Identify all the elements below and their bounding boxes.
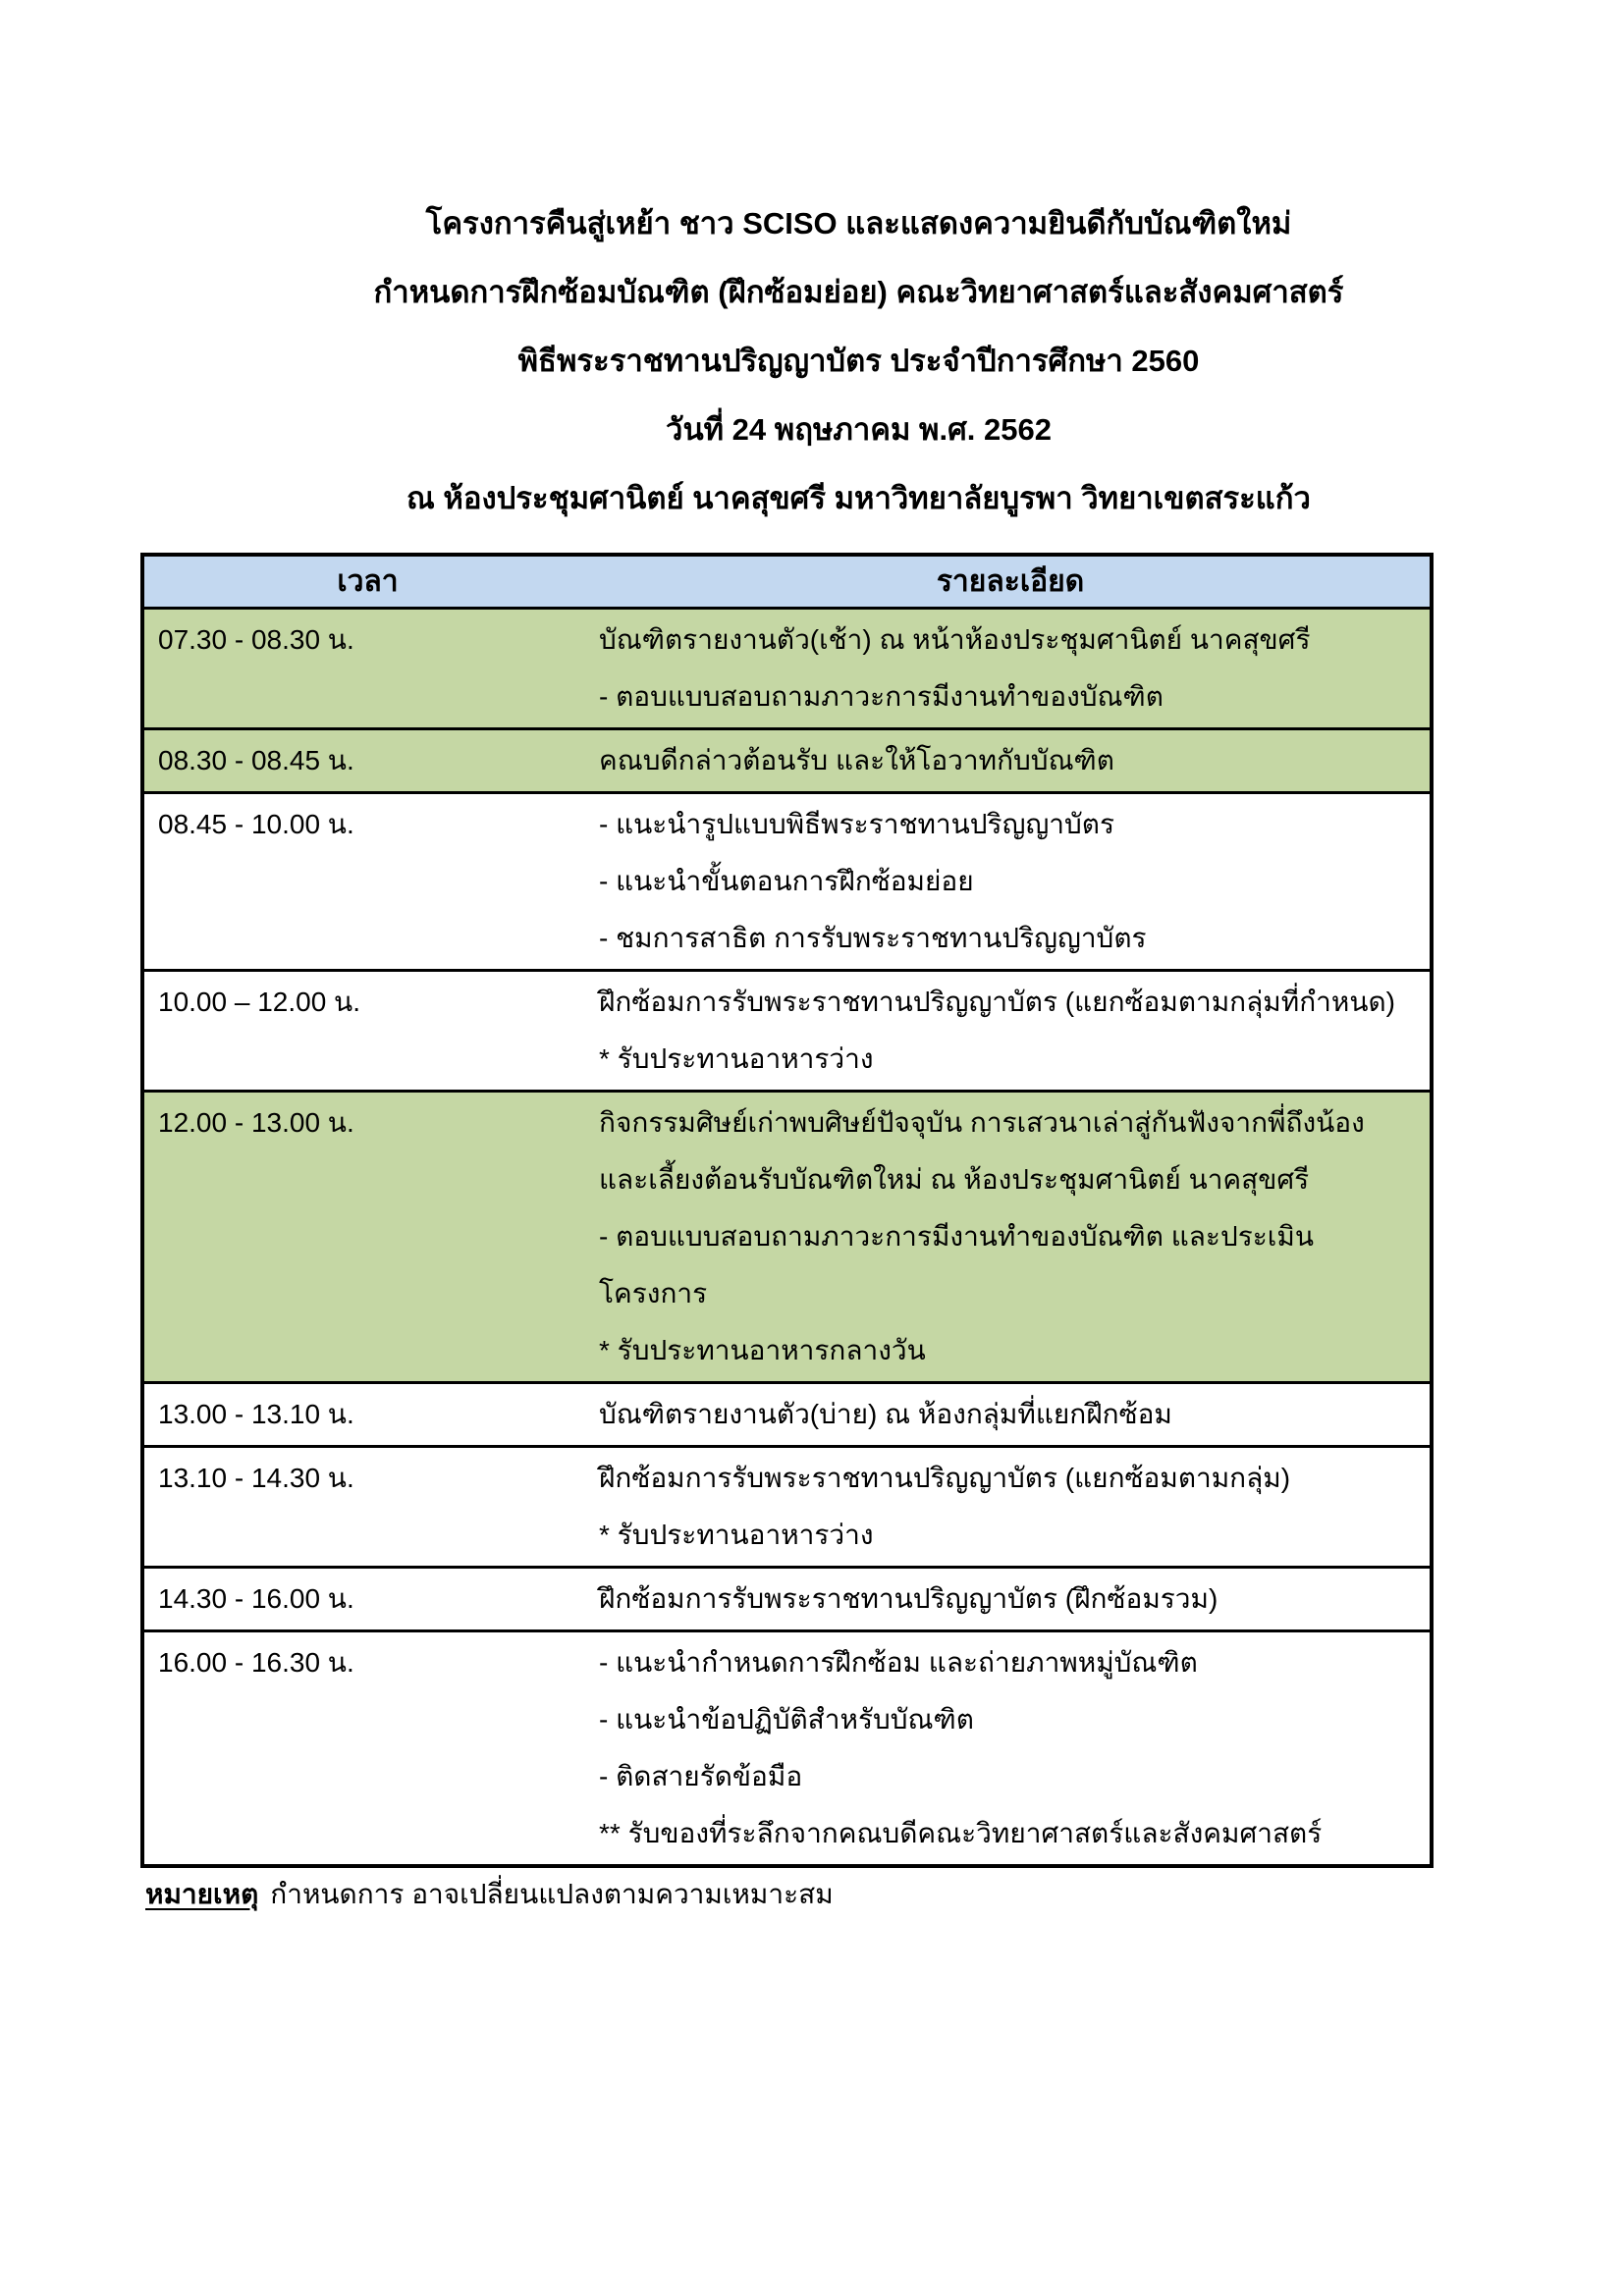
time-cell: 13.10 - 14.30 น. bbox=[142, 1447, 591, 1568]
details-cell bbox=[591, 1383, 1432, 1447]
details-cell bbox=[591, 971, 1432, 1092]
column-header-details: รายละเอียด bbox=[591, 555, 1432, 609]
header-row bbox=[142, 555, 1432, 609]
table-row bbox=[142, 729, 1432, 793]
table-row bbox=[142, 609, 1432, 729]
table-row bbox=[142, 1092, 1432, 1383]
time-cell: 14.30 - 16.00 น. bbox=[142, 1568, 591, 1631]
details-cell bbox=[591, 1631, 1432, 1867]
schedule-table bbox=[140, 553, 1434, 1868]
detail-line: ฝึกซ้อมการรับพระราชทานปริญญาบัตร (ฝึกซ้อมรวม) bbox=[599, 1583, 1218, 1614]
detail-line: และเลี้ยงต้อนรับบัณฑิตใหม่ ณ ห้องประชุมศานิตย์ นาคสุขศรี bbox=[599, 1164, 1310, 1195]
detail-line: - ชมการสาธิต การรับพระราชทานปริญญาบัตร bbox=[599, 923, 1147, 953]
detail-line: * รับประทานอาหารกลางวัน bbox=[599, 1335, 926, 1365]
note bbox=[145, 1873, 834, 1916]
detail-line: - ตอบแบบสอบถามภาวะการมีงานทำของบัณฑิต และประเมินโครงการ bbox=[599, 1221, 1314, 1308]
detail-line: - แนะนำรูปแบบพิธีพระราชทานปริญญาบัตร bbox=[599, 809, 1115, 839]
details-cell bbox=[591, 1092, 1432, 1383]
note-text: กำหนดการ อาจเปลี่ยนแปลงตามความเหมาะสม bbox=[270, 1879, 834, 1909]
title-line-4: วันที่ 24 พฤษภาคม พ.ศ. 2562 bbox=[666, 412, 1052, 447]
details-cell bbox=[591, 609, 1432, 729]
schedule-table-container bbox=[140, 553, 1434, 1868]
title-block bbox=[0, 189, 1624, 533]
detail-line: - ติดสายรัดข้อมือ bbox=[599, 1761, 803, 1791]
details-cell bbox=[591, 1568, 1432, 1631]
detail-line: - แนะนำขั้นตอนการฝึกซ้อมย่อย bbox=[599, 866, 974, 896]
title-line-2: กำหนดการฝึกซ้อมบัณฑิต (ฝึกซ้อมย่อย) คณะวิทยาศาสตร์และสังคมศาสตร์ bbox=[373, 275, 1344, 309]
note-label: หมายเหตุ bbox=[145, 1879, 259, 1909]
table-row bbox=[142, 1631, 1432, 1867]
time-cell: 12.00 - 13.00 น. bbox=[142, 1092, 591, 1383]
column-header-time: เวลา bbox=[142, 555, 591, 609]
table-row bbox=[142, 1568, 1432, 1631]
detail-line: บัณฑิตรายงานตัว(บ่าย) ณ ห้องกลุ่มที่แยกฝึกซ้อม bbox=[599, 1399, 1172, 1429]
table-row bbox=[142, 971, 1432, 1092]
time-cell: 13.00 - 13.10 น. bbox=[142, 1383, 591, 1447]
detail-line: ** รับของที่ระลึกจากคณบดีคณะวิทยาศาสตร์และสังคมศาสตร์ bbox=[599, 1818, 1323, 1848]
title-line-1: โครงการคืนสู่เหย้า ชาว SCISO และแสดงความยินดีกับบัณฑิตใหม่ bbox=[425, 206, 1292, 240]
time-cell: 08.30 - 08.45 น. bbox=[142, 729, 591, 793]
title-line-3: พิธีพระราชทานปริญญาบัตร ประจำปีการศึกษา 2560 bbox=[517, 344, 1200, 378]
table-row bbox=[142, 793, 1432, 971]
details-cell bbox=[591, 793, 1432, 971]
detail-line: - แนะนำกำหนดการฝึกซ้อม และถ่ายภาพหมู่บัณฑิต bbox=[599, 1647, 1198, 1678]
details-cell bbox=[591, 1447, 1432, 1568]
time-cell: 10.00 – 12.00 น. bbox=[142, 971, 591, 1092]
detail-line: บัณฑิตรายงานตัว(เช้า) ณ หน้าห้องประชุมศานิตย์ นาคสุขศรี bbox=[599, 624, 1311, 655]
time-cell: 16.00 - 16.30 น. bbox=[142, 1631, 591, 1867]
detail-line: กิจกรรมศิษย์เก่าพบศิษย์ปัจจุบัน การเสวนาเล่าสู่กันฟังจากพี่ถึงน้อง bbox=[599, 1107, 1365, 1138]
detail-line: - แนะนำข้อปฏิบัติสำหรับบัณฑิต bbox=[599, 1704, 974, 1735]
detail-line: * รับประทานอาหารว่าง bbox=[599, 1043, 874, 1074]
table-row bbox=[142, 1447, 1432, 1568]
time-cell: 07.30 - 08.30 น. bbox=[142, 609, 591, 729]
detail-line: ฝึกซ้อมการรับพระราชทานปริญญาบัตร (แยกซ้อมตามกลุ่ม) bbox=[599, 1463, 1291, 1493]
title-line-5: ณ ห้องประชุมศานิตย์ นาคสุขศรี มหาวิทยาลัยบูรพา วิทยาเขตสระแก้ว bbox=[406, 481, 1311, 515]
details-cell bbox=[591, 729, 1432, 793]
time-cell: 08.45 - 10.00 น. bbox=[142, 793, 591, 971]
detail-line: * รับประทานอาหารว่าง bbox=[599, 1520, 874, 1550]
detail-line: ฝึกซ้อมการรับพระราชทานปริญญาบัตร (แยกซ้อมตามกลุ่มที่กำหนด) bbox=[599, 987, 1395, 1017]
detail-line: คณบดีกล่าวต้อนรับ และให้โอวาทกับบัณฑิต bbox=[599, 745, 1114, 775]
table-row bbox=[142, 1383, 1432, 1447]
detail-line: - ตอบแบบสอบถามภาวะการมีงานทำของบัณฑิต bbox=[599, 681, 1164, 712]
